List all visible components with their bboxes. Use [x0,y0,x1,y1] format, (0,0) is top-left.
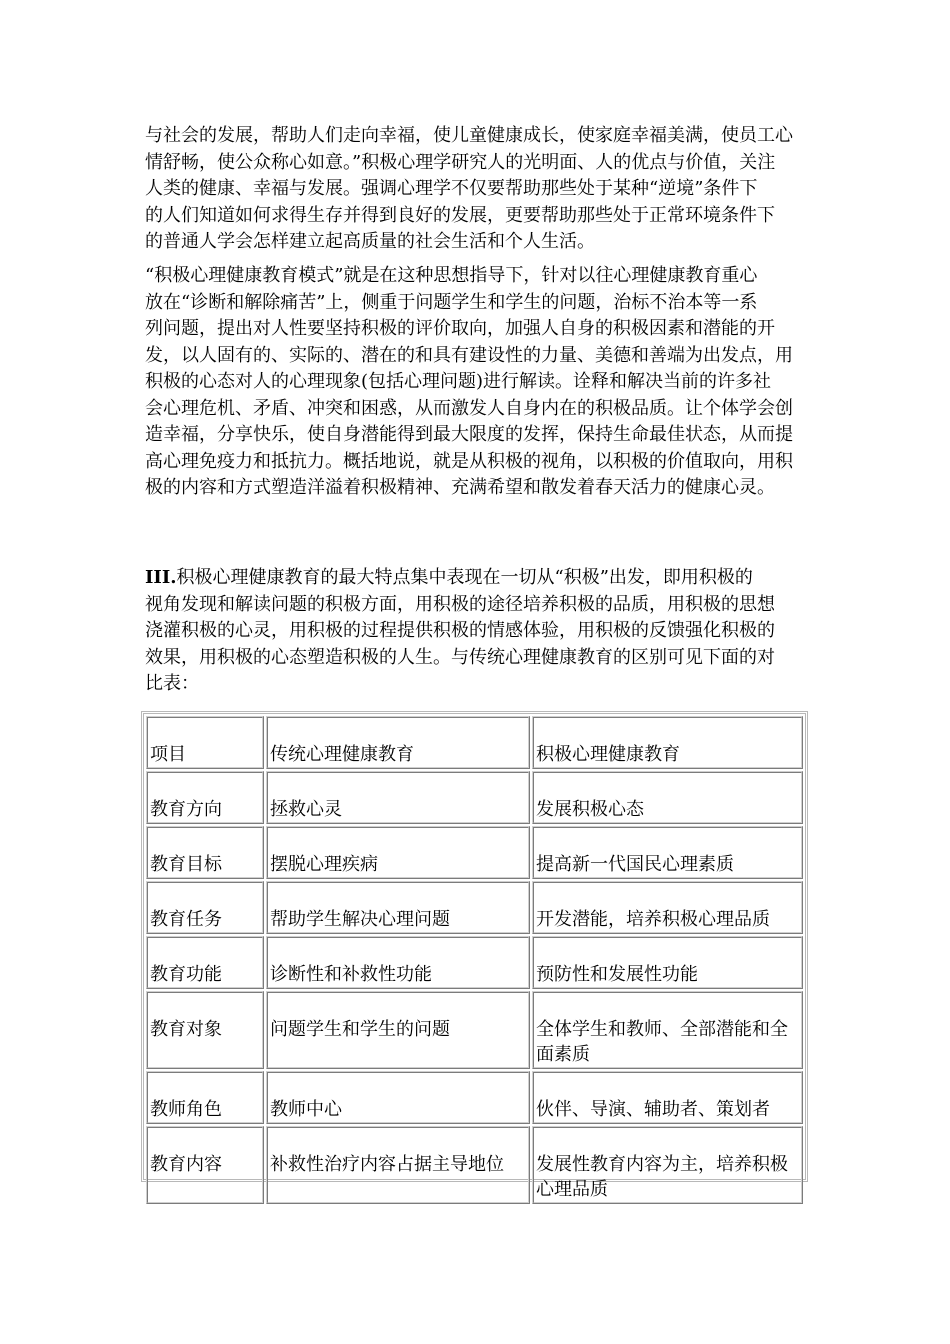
table-cell: 教育方向 [146,771,264,824]
table-cell: 发展积极心态 [532,771,803,824]
text-line [145,565,810,592]
table-row [146,936,803,989]
table-cell: 教师中心 [266,1071,530,1124]
paragraph-education-model [145,263,810,502]
table-row [146,1071,803,1124]
text-line: 放在“诊断和解除痛苦”上，侧重于问题学生和学生的问题，治标不治本等一系 [145,291,758,313]
table-cell: 预防性和发展性功能 [532,936,803,989]
text-line: 列问题，提出对人性要坚持积极的评价取向，加强人自身的积极因素和潜能的开 [145,318,775,339]
table-row [146,1126,803,1204]
comparison-table-grid [144,714,805,1206]
table-row [146,881,803,934]
table-cell: 教育对象 [146,991,264,1069]
table-row [146,771,803,824]
table-cell: 全体学生和教师、全部潜能和全面素质 [532,991,803,1069]
table-cell: 项目 [146,716,264,769]
comparison-table [141,711,808,1200]
table-header-row [146,716,803,769]
table-cell: 教育目标 [146,826,264,879]
text-segment: 积极心理健康教育的最大特点集中表现在一切从“积极”出发，即用积极的 [176,567,753,588]
paragraph-positive-psychology [145,123,810,256]
section-number: III. [145,567,177,588]
table-cell: 帮助学生解决心理问题 [266,881,530,934]
table-cell: 教师角色 [146,1071,264,1124]
table-cell: 诊断性和补救性功能 [266,936,530,989]
text-line: 会心理危机、矛盾、冲突和困惑，从而激发人自身内在的积极品质。让个体学会创 [145,397,793,419]
table-cell: 补救性治疗内容占据主导地位 [266,1126,530,1204]
paragraph-section-iii [145,565,810,698]
text-line: 积极的心态对人的心理现象(包括心理问题)进行解读。诠释和解决当前的许多社 [145,371,772,392]
text-line: 效果，用积极的心态塑造积极的人生。与传统心理健康教育的区别可见下面的对 [145,646,775,668]
text-line: 造幸福，分享快乐，使自身潜能得到最大限度的发挥，保持生命最佳状态，从而提 [145,424,793,445]
table-cell: 问题学生和学生的问题 [266,991,530,1069]
text-line: 与社会的发展，帮助人们走向幸福，使儿童健康成长，使家庭幸福美满，使员工心 [145,125,793,146]
table-cell: 教育功能 [146,936,264,989]
table-cell: 开发潜能，培养积极心理品质 [532,881,803,934]
table-cell: 提高新一代国民心理素质 [532,826,803,879]
text-line: 浇灌积极的心灵，用积极的过程提供积极的情感体验，用积极的反馈强化积极的 [145,620,775,641]
table-row [146,826,803,879]
table-cell: 教育任务 [146,881,264,934]
table-cell: 拯救心灵 [266,771,530,824]
text-line: 比表： [145,673,199,694]
table-cell: 教育内容 [146,1126,264,1204]
text-line: “积极心理健康教育模式”就是在这种思想指导下，针对以往心理健康教育重心 [145,265,758,286]
text-line: 极的内容和方式塑造洋溢着积极精神、充满希望和散发着春天活力的健康心灵。 [145,477,775,498]
table-cell: 传统心理健康教育 [266,716,530,769]
text-line: 情舒畅，使公众称心如意。”积极心理学研究人的光明面、人的优点与价值，关注 [145,151,776,173]
table-cell: 积极心理健康教育 [532,716,803,769]
text-line: 的普通人学会怎样建立起高质量的社会生活和个人生活。 [145,231,595,252]
table-cell: 伙伴、导演、辅助者、策划者 [532,1071,803,1124]
text-line: 高心理免疫力和抵抗力。概括地说，就是从积极的视角，以积极的价值取向，用积 [145,450,793,472]
text-line: 的人们知道如何求得生存并得到良好的发展，更要帮助那些处于正常环境条件下 [145,204,775,226]
table-row [146,991,803,1069]
text-line: 人类的健康、幸福与发展。强调心理学不仅要帮助那些处于某种“逆境”条件下 [145,178,758,199]
table-cell: 摆脱心理疾病 [266,826,530,879]
table-cell: 发展性教育内容为主，培养积极心理品质 [532,1126,803,1204]
text-line: 发，以人固有的、实际的、潜在的和具有建设性的力量、美德和善端为出发点，用 [145,344,793,366]
text-line: 视角发现和解读问题的积极方面，用积极的途径培养积极的品质，用积极的思想 [145,593,775,615]
